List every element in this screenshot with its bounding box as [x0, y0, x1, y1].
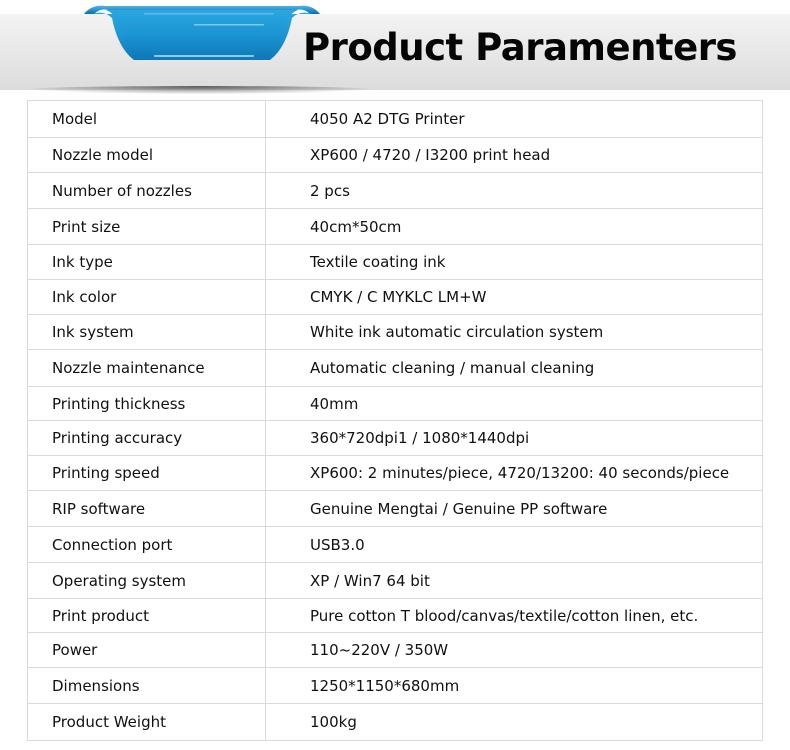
parameter-value: 100kg: [266, 704, 763, 741]
parameter-value: XP600 / 4720 / I3200 print head: [266, 138, 763, 173]
table-row: [28, 173, 763, 209]
table-row: [28, 350, 763, 387]
table-row: [28, 599, 763, 633]
parameter-label: Model: [28, 101, 266, 138]
parameter-value: 110~220V / 350W: [266, 633, 763, 668]
parameter-value: Genuine Mengtai / Genuine PP software: [266, 491, 763, 527]
table-row: [28, 633, 763, 668]
parameter-value: 2 pcs: [266, 173, 763, 209]
table-row: [28, 456, 763, 491]
parameter-label: Nozzle model: [28, 138, 266, 173]
parameter-value: XP600: 2 minutes/piece, 4720/13200: 40 seconds/piece: [266, 456, 763, 491]
parameter-value: 360*720dpi1 / 1080*1440dpi: [266, 421, 763, 456]
table-row: [28, 315, 763, 350]
parameter-label: Ink color: [28, 280, 266, 315]
parameter-value: Automatic cleaning / manual cleaning: [266, 350, 763, 387]
parameter-value: 1250*1150*680mm: [266, 668, 763, 704]
parameter-value: XP / Win7 64 bit: [266, 563, 763, 599]
table-row: [28, 527, 763, 563]
table-row: [28, 421, 763, 456]
parameter-label: Ink system: [28, 315, 266, 350]
parameter-label: Print product: [28, 599, 266, 633]
ribbon-tab-icon: [84, 4, 320, 62]
parameter-value: USB3.0: [266, 527, 763, 563]
banner-shadow: [20, 86, 380, 94]
parameter-label: Dimensions: [28, 668, 266, 704]
table-row: [28, 209, 763, 245]
table-row: [28, 387, 763, 421]
product-parameters-table: [27, 100, 763, 741]
page-title: Product Paramenters: [303, 26, 737, 69]
parameter-label: Printing speed: [28, 456, 266, 491]
table-row: [28, 704, 763, 741]
parameter-label: Power: [28, 633, 266, 668]
parameter-value: Pure cotton T blood/canvas/textile/cotton linen, etc.: [266, 599, 763, 633]
table-row: [28, 491, 763, 527]
table-row: [28, 563, 763, 599]
parameter-value: CMYK / C MYKLC LM+W: [266, 280, 763, 315]
parameter-value: 40cm*50cm: [266, 209, 763, 245]
parameter-label: Print size: [28, 209, 266, 245]
table-row: [28, 280, 763, 315]
parameter-label: Number of nozzles: [28, 173, 266, 209]
table-row: [28, 245, 763, 280]
parameter-label: Operating system: [28, 563, 266, 599]
parameter-value: 40mm: [266, 387, 763, 421]
table-row: [28, 101, 763, 138]
parameter-label: Connection port: [28, 527, 266, 563]
parameter-label: RIP software: [28, 491, 266, 527]
parameter-label: Nozzle maintenance: [28, 350, 266, 387]
parameter-label: Printing accuracy: [28, 421, 266, 456]
parameter-value: Textile coating ink: [266, 245, 763, 280]
parameter-label: Product Weight: [28, 704, 266, 741]
parameter-value: 4050 A2 DTG Printer: [266, 101, 763, 138]
parameter-label: Printing thickness: [28, 387, 266, 421]
table-row: [28, 668, 763, 704]
parameter-value: White ink automatic circulation system: [266, 315, 763, 350]
table-row: [28, 138, 763, 173]
parameter-label: Ink type: [28, 245, 266, 280]
